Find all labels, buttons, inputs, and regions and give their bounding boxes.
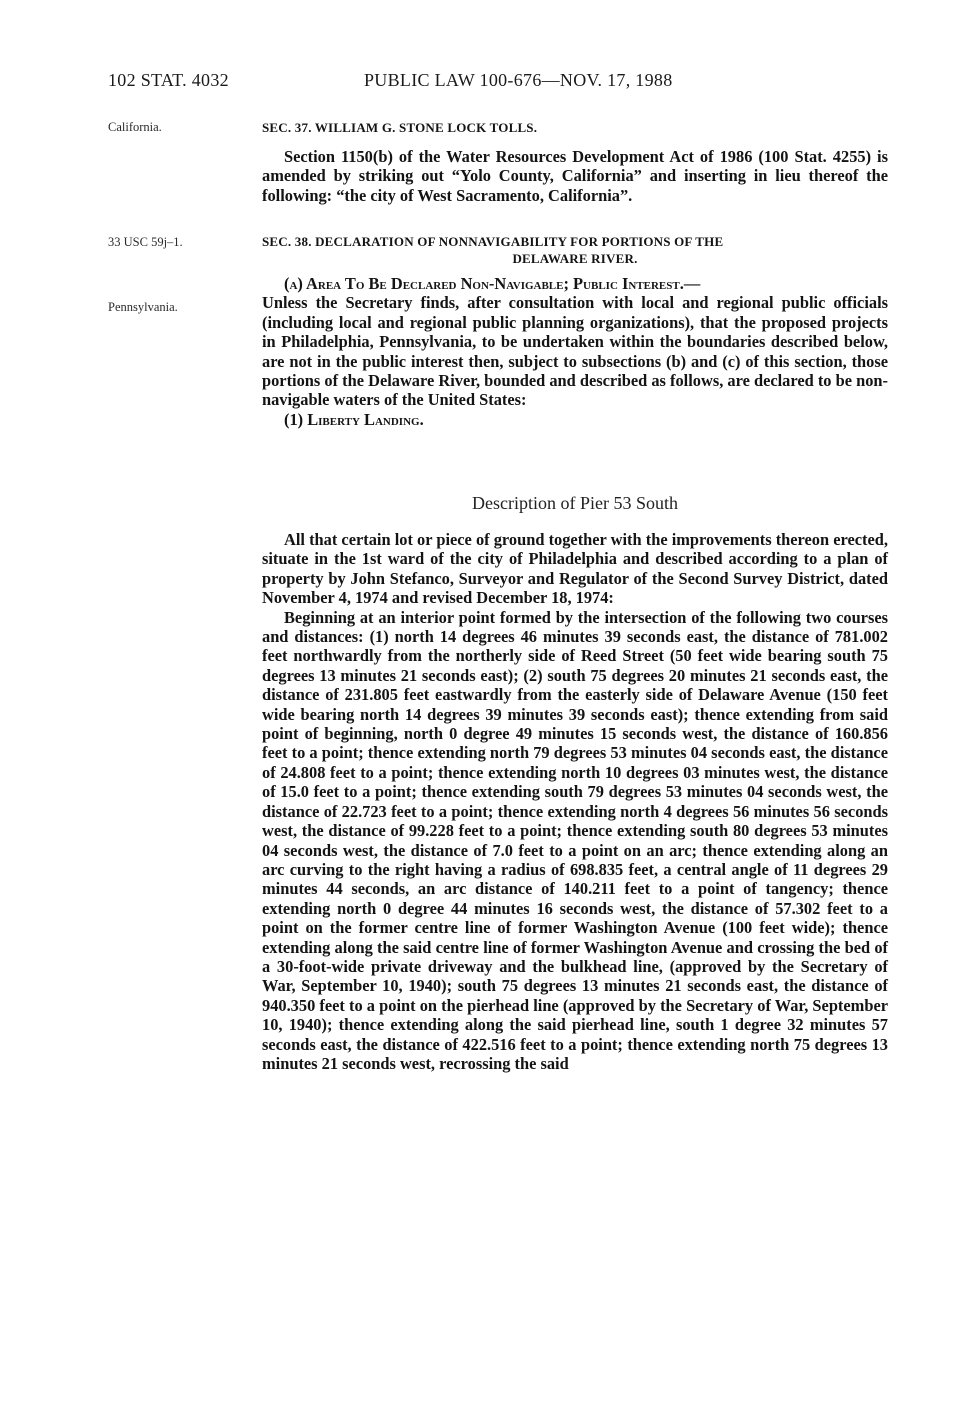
description-para-1: All that certain lot or piece of ground together with the improvements thereon erected, situate in the 1st ward of the city of Philadelphia and described according to a plan of property by John Stefanco, Surveyor and Regulator of the Second Survey District, dated November 4, 1974 and revised December 18, 1974:	[262, 530, 888, 608]
description-para-2: Beginning at an interior point formed by the intersection of the following two courses and distances: (1) north 14 degrees 46 minutes 39 seconds east, the distance of 781.002 feet northwardly from the northerly side of Reed Street (50 feet wide bearing south 75 degrees 13 minutes 21 seconds east); (2) south 75 degrees 20 minutes 21 seconds east, the distance of 231.805 feet eastwardly from the easterly side of Delaware Avenue (150 feet wide bearing north 14 degrees 39 minutes 39 seconds east); thence extending from said point of beginning, north 0 degree 49 minutes 15 seconds west, the distance of 160.856 feet to a point; thence extending north 79 degrees 53 minutes 04 seconds east, the distance of 24.808 feet to a point; thence extending north 10 degrees 03 minutes west, the distance of 15.0 feet to a point; thence extending south 79 degrees 53 minutes 04 seconds west, the distance of 22.723 feet to a point; thence extending north 4 degrees 56 minutes 56 seconds west, the distance of 99.228 feet to a point; thence extending south 80 degrees 53 minutes 04 seconds west, the distance of 7.0 feet to a point on an arc; thence extending along an arc curving to the right having a radius of 698.835 feet, a central angle of 11 degrees 29 minutes 44 seconds, an arc distance of 140.211 feet to a point of tangency; thence extending north 0 degree 44 minutes 16 seconds west, the distance of 57.302 feet to a point on the former centre line of former Washington Avenue (100 feet wide); thence extending along the said centre line of former Washington Avenue and crossing the bed of a 30-foot-wide private driveway and the bulkhead line, (approved by the Secretary of War, September 10, 1940); south 75 degrees 13 minutes 21 seconds east, the distance of 940.350 feet to a point on the pierhead line (approved by the Secretary of War, September 10, 1940); thence extending along the said pierhead line, south 1 degree 32 minutes 57 seconds east, the distance of 422.516 feet to a point; thence extending north 75 degrees 13 minutes 21 seconds west, recrossing the said	[262, 607, 888, 1073]
margin-note-california: California.	[108, 120, 162, 134]
stat-citation: 102 STAT. 4032	[108, 70, 229, 90]
section-38-heading	[262, 234, 888, 267]
item-1-label: (1) Liberty Landing.	[284, 409, 424, 429]
section-37	[262, 120, 888, 205]
section-37-heading: SEC. 37. WILLIAM G. STONE LOCK TOLLS.	[262, 120, 538, 135]
section-38	[262, 234, 888, 429]
section-38-heading-line2: DELAWARE RIVER.	[512, 251, 638, 266]
description-caption: Description of Pier 53 South	[472, 493, 678, 513]
section-38-heading-line1: SEC. 38. DECLARATION OF NONNAVIGABILITY FOR PORTIONS OF THE	[262, 234, 724, 249]
description-body	[262, 530, 888, 1073]
section-37-text: Section 1150(b) of the Water Resources Development Act of 1986 (100 Stat. 4255) is amended by striking out “Yolo County, California” and inserting in lieu thereof the following: “the city of West Sacramento, California”.	[262, 147, 888, 205]
subsection-a-text: Unless the Secretary finds, after consultation with local and regional public officials (including local and regional public planning organizations), that the proposed projects in Philadelphia, Pennsylvania, to be undertaken within the boundaries described below, are not in the public interest then, subject to subsections (b) and (c) of this section, those portions of the Delaware River, bounded and described as follows, are declared to be non-navigable waters of the United States:	[262, 293, 888, 410]
subsection-a	[262, 274, 888, 293]
margin-note-pennsylvania: Pennsylvania.	[108, 300, 178, 314]
item-1	[262, 410, 888, 429]
margin-note-usc: 33 USC 59j–1.	[108, 235, 183, 249]
subsection-a-heading: (a) Area To Be Declared Non-Navigable; Public Interest.—	[284, 274, 701, 293]
public-law-title: PUBLIC LAW 100-676—NOV. 17, 1988	[364, 70, 673, 90]
